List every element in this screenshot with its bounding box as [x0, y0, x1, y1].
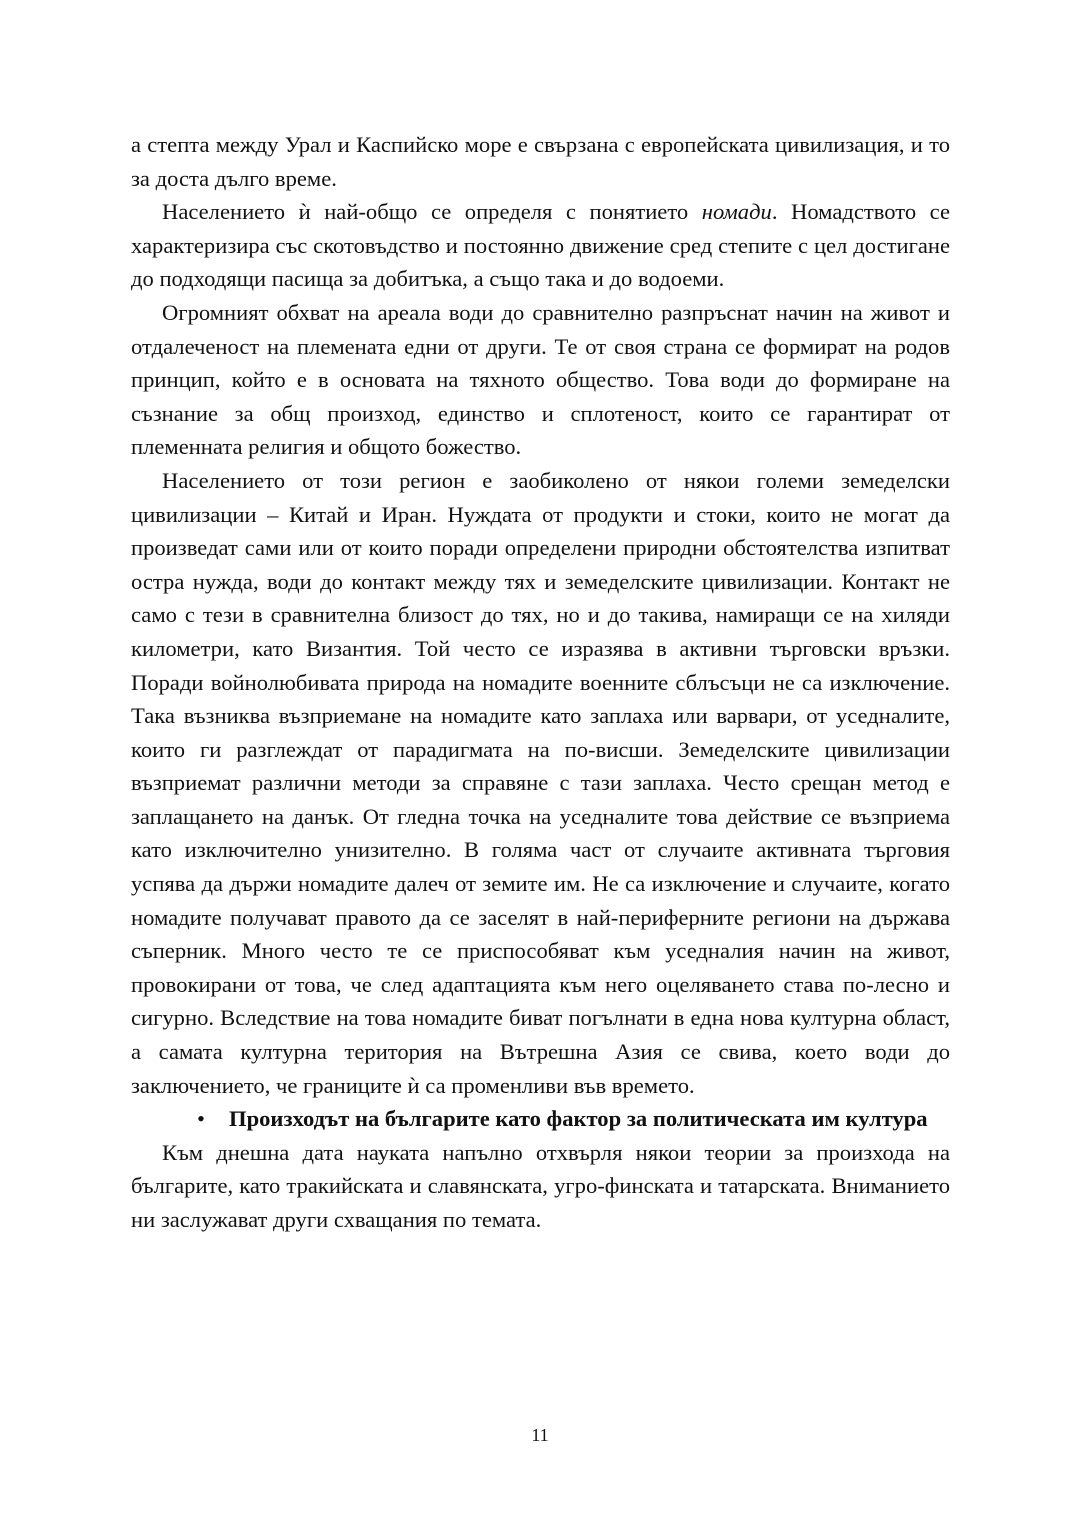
page-number: 11: [531, 1425, 549, 1445]
section-heading-text: Произходът на българите като фактор за политическата им култура: [229, 1106, 928, 1132]
paragraph-2-text-end: . Номадството се характеризира със скотовъдство и постоянно движение сред степите с цел достигане до подходящи пасища за добитъка, а също така и до водоеми.: [131, 199, 950, 292]
section-heading: [131, 1102, 950, 1136]
paragraph-2: [131, 195, 950, 296]
paragraph-2-italic-term: номади: [701, 199, 772, 225]
paragraph-3: Огромният обхват на ареала води до сравнително разпръснат начин на живот и отдалеченост на племената едни от други. Те от своя страна се формират на родов принцип, който е в основата на тяхното общество. Това води до формиране на съзнание за общ произход, единство и сплотеност, които се гарантират от племенната религия и общото божество.: [131, 299, 950, 460]
paragraph-4: Населението от този регион е заобиколено от някои големи земеделски цивилизации – Китай и Иран. Нуждата от продукти и стоки, които не могат да произведат сами или от които поради определени природни обстоятелства изпитват остра нужда, води до контакт между тях и земеделските цивилизации. Контакт не само с тези в сравнителна близост до тях, но и до такива, намиращи се на хиляди километри, като Византия. Той често се изразява в активни търговски връзки. Поради войнолюбивата природа на номадите военните сблъсъци не са изключение. Така възниква възприемане на номадите като заплаха или варвари, от уседналите, които ги разглеждат от парадигмата на по-висши. Земеделските цивилизации възприемат различни методи за справяне с тази заплаха. Често срещан метод е заплащането на данък. От гледна точка на уседналите това действие се възприема като изключително унизително. В голяма част от случаите активната търговия успява да държи номадите далеч от земите им. Не са изключение и случаите, когато номадите получават правото да се заселят в най-периферните региони на държава съперник. Много често те се приспособяват към уседналия начин на живот, провокирани от това, че след адаптацията към него оцеляването става по-лесно и сигурно. Вследствие на това номадите биват погълнати в една нова културна област, а самата културна територия на Вътрешна Азия се свива, което води до заключението, че границите ѝ са променливи във времето.: [131, 467, 950, 1098]
bullet-icon: •: [197, 1106, 205, 1132]
paragraph-5: Към днешна дата науката напълно отхвърля някои теории за произхода на българите, като тракийската и славянската, угро-финската и татарската. Вниманието ни заслужават други схващания по темата.: [131, 1139, 950, 1232]
document-page: [131, 128, 950, 1237]
paragraph-1: а степта между Урал и Каспийско море е свързана с европейската цивилизация, и то за доста дълго време.: [131, 132, 950, 191]
paragraph-2-text-start: Населението ѝ най-общо се определя с понятието: [162, 199, 702, 225]
